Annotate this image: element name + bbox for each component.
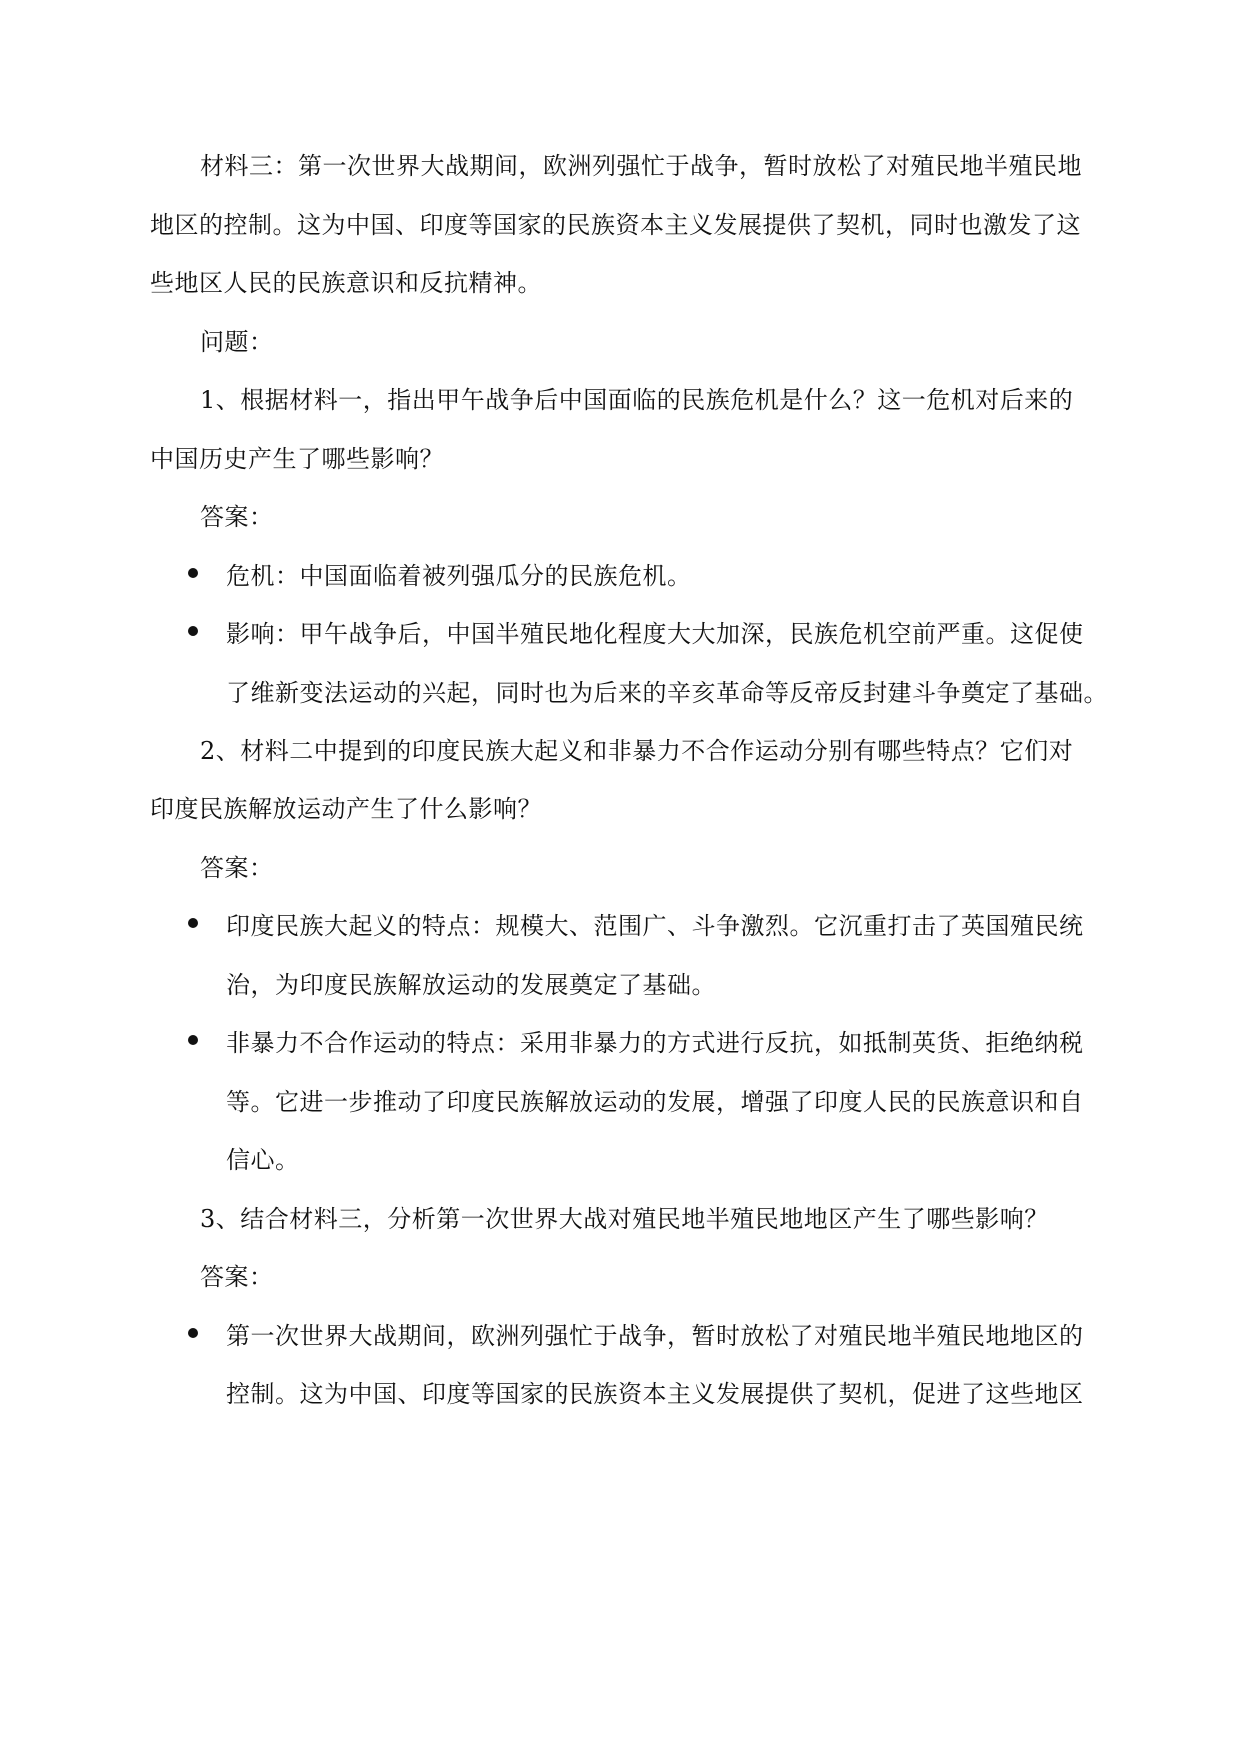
question-1-line-1: 1、根据材料一，指出甲午战争后中国面临的民族危机是什么？这一危机对后来的 (200, 386, 1074, 414)
answer-1-label: 答案： (200, 503, 274, 531)
answer-2-noncoop-line-1: 非暴力不合作运动的特点：采用非暴力的方式进行反抗，如抵制英货、拒绝纳税 (226, 1029, 1084, 1057)
answer-3-line-1: 第一次世界大战期间，欧洲列强忙于战争，暂时放松了对殖民地半殖民地地区的 (226, 1322, 1084, 1350)
answer-2-noncoop-line-3: 信心。 (226, 1146, 300, 1174)
answer-3-line-2: 控制。这为中国、印度等国家的民族资本主义发展提供了契机，促进了这些地区 (226, 1380, 1084, 1408)
question-2-line-1: 2、材料二中提到的印度民族大起义和非暴力不合作运动分别有哪些特点？它们对 (200, 737, 1074, 765)
question-2-line-2: 印度民族解放运动产生了什么影响？ (150, 795, 542, 823)
answer-2-noncoop-line-2: 等。它进一步推动了印度民族解放运动的发展，增强了印度人民的民族意识和自 (226, 1088, 1084, 1116)
answer-1-crisis: 危机：中国面临着被列强瓜分的民族危机。 (226, 562, 692, 590)
material-three-line-1: 材料三：第一次世界大战期间，欧洲列强忙于战争，暂时放松了对殖民地半殖民地 (200, 152, 1082, 180)
answer-1-impact-line-2: 了维新变法运动的兴起，同时也为后来的辛亥革命等反帝反封建斗争奠定了基础。 (226, 679, 1108, 707)
answer-1-impact-line-1: 影响：甲午战争后，中国半殖民地化程度大大加深，民族危机空前严重。这促使 (226, 620, 1084, 648)
question-1-line-2: 中国历史产生了哪些影响？ (150, 445, 444, 473)
question-3: 3、结合材料三，分析第一次世界大战对殖民地半殖民地地区产生了哪些影响？ (200, 1205, 1049, 1233)
questions-heading: 问题： (200, 328, 274, 356)
material-three-line-3: 些地区人民的民族意识和反抗精神。 (150, 269, 542, 297)
answer-3-label: 答案： (200, 1263, 274, 1291)
bullet-icon (188, 626, 198, 636)
answer-2-uprising-line-2: 治，为印度民族解放运动的发展奠定了基础。 (226, 971, 716, 999)
bullet-icon (188, 1035, 198, 1045)
answer-2-uprising-line-1: 印度民族大起义的特点：规模大、范围广、斗争激烈。它沉重打击了英国殖民统 (226, 912, 1084, 940)
bullet-icon (188, 1328, 198, 1338)
bullet-icon (188, 918, 198, 928)
answer-2-label: 答案： (200, 854, 274, 882)
bullet-icon (188, 568, 198, 578)
material-three-line-2: 地区的控制。这为中国、印度等国家的民族资本主义发展提供了契机，同时也激发了这 (150, 211, 1081, 239)
